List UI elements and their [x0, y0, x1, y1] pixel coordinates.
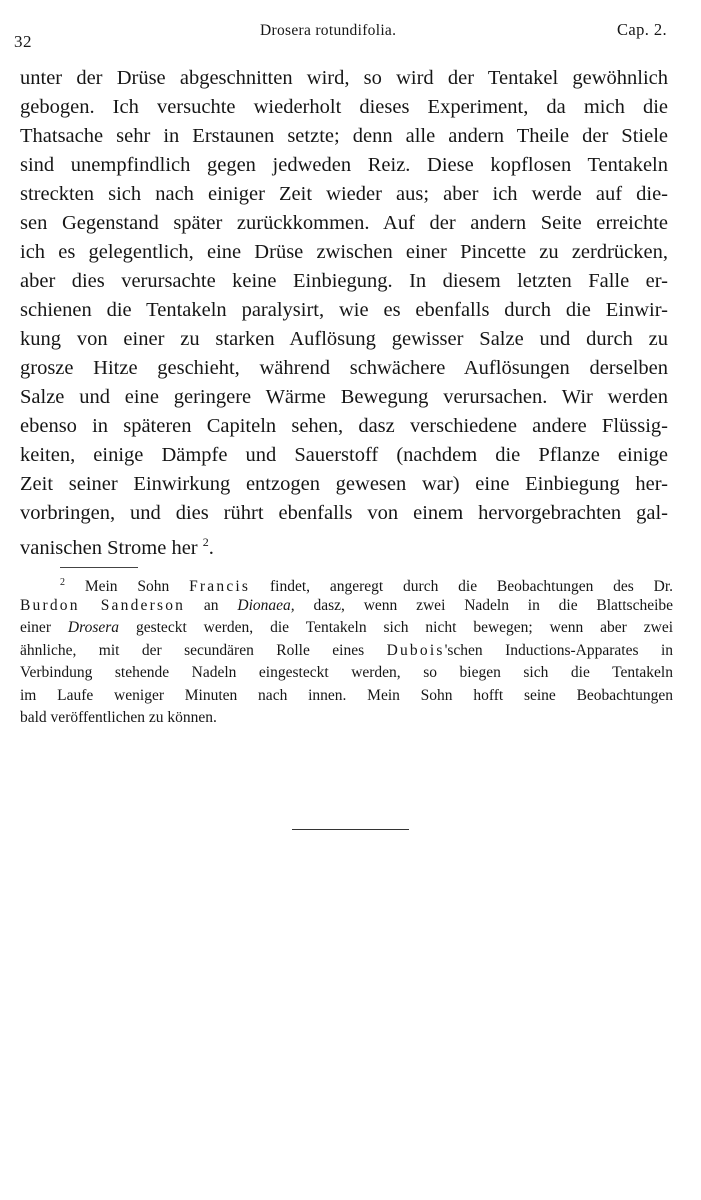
footnote-text: gesteckt werden, die Tentakeln sich nicht bewegen; wenn aber zwei — [135, 619, 674, 636]
running-title: Drosera rotundifolia. — [260, 22, 397, 39]
text-line: grosze Hitze geschieht, während schwächere Auflösungen derselben — [20, 357, 668, 379]
text-line: ebenso in späteren Capiteln sehen, dasz verschiedene andere Flüssig- — [20, 415, 668, 437]
person-name: Francis — [189, 578, 251, 596]
footnote — [20, 572, 673, 730]
text-line-last — [20, 528, 668, 557]
text-line: sind unempfindlich gegen jedweden Reiz. Diese kopflosen Tentakeln — [20, 154, 668, 176]
footnote-line-last: bald veröffentlichen zu können. — [20, 709, 217, 726]
footnote-divider — [60, 567, 138, 568]
footnote-line — [20, 595, 673, 618]
text-line: kung von einer zu starken Auflösung gewisser Salze und durch zu — [20, 328, 668, 350]
genus-name: Dionaea, — [237, 596, 295, 614]
genus-name: Drosera — [67, 619, 120, 636]
text-line: keiten, einige Dämpfe und Sauerstoff (nachdem die Pflanze einige — [20, 444, 668, 466]
footnote-text: einer — [20, 619, 51, 636]
page-number: 32 — [14, 32, 32, 51]
main-text — [20, 64, 668, 557]
text-line: Zeit seiner Einwirkung entzogen gewesen war) eine Einbiegung her- — [20, 473, 668, 495]
footnote-text: findet, angeregt durch die Beobachtungen des Dr. — [269, 578, 674, 596]
text-line: Thatsache sehr in Erstaunen setzte; denn alle andern Theile der Stiele — [20, 125, 668, 147]
text-line: streckten sich nach einiger Zeit wieder aus; aber ich werde auf die- — [20, 183, 668, 205]
text-line: schienen die Tentakeln paralysirt, wie es ebenfalls durch die Einwir- — [20, 299, 668, 321]
text-line: ich es gelegentlich, eine Drüse zwischen einer Pincette zu zerdrücken, — [20, 241, 668, 263]
text-line: vorbringen, und dies rührt ebenfalls von einem hervorgebrachten gal- — [20, 502, 668, 524]
footnote-line: im Laufe weniger Minuten nach innen. Mein Sohn hofft seine Beobachtungen — [20, 686, 673, 704]
footnote-text: ähnliche, mit der secundären Rolle eines — [20, 641, 365, 659]
text-line: Salze und eine geringere Wärme Bewegung verursachen. Wir werden — [20, 386, 668, 408]
person-name: Burdon Sanderson — [20, 596, 186, 614]
text-line: sen Gegenstand später zurückkommen. Auf der andern Seite erreichte — [20, 212, 668, 234]
footnote-line — [20, 617, 673, 640]
last-line-end: . — [208, 536, 214, 559]
chapter-end-rule — [292, 829, 409, 830]
chapter-label: Cap. 2. — [616, 20, 667, 39]
footnote-text: an — [203, 596, 219, 614]
footnote-reference[interactable]: 2 — [202, 535, 209, 549]
text-line: aber dies verursachte keine Einbiegung. In diesem letzten Falle er- — [20, 270, 668, 292]
person-name: Dubois — [386, 641, 445, 659]
footnote-text: dasz, wenn zwei Nadeln in die Blattscheibe — [313, 596, 674, 614]
footnote-text: 'schen Inductions-Apparates in — [444, 641, 673, 659]
footnote-text: Mein Sohn — [84, 578, 170, 596]
footnote-line — [20, 572, 673, 595]
last-line-text: vanischen Strome her — [20, 536, 198, 559]
footnote-line: Verbindung stehende Nadeln eingesteckt werden, so biegen sich die Tentakeln — [20, 664, 673, 681]
text-line: gebogen. Ich versuchte wiederholt dieses Experiment, da mich die — [20, 96, 668, 118]
page-header — [14, 20, 667, 51]
footnote-line — [20, 640, 673, 663]
footnote-marker: 2 — [60, 577, 65, 588]
text-line: unter der Drüse abgeschnitten wird, so wird der Tentakel gewöhnlich — [20, 67, 668, 89]
